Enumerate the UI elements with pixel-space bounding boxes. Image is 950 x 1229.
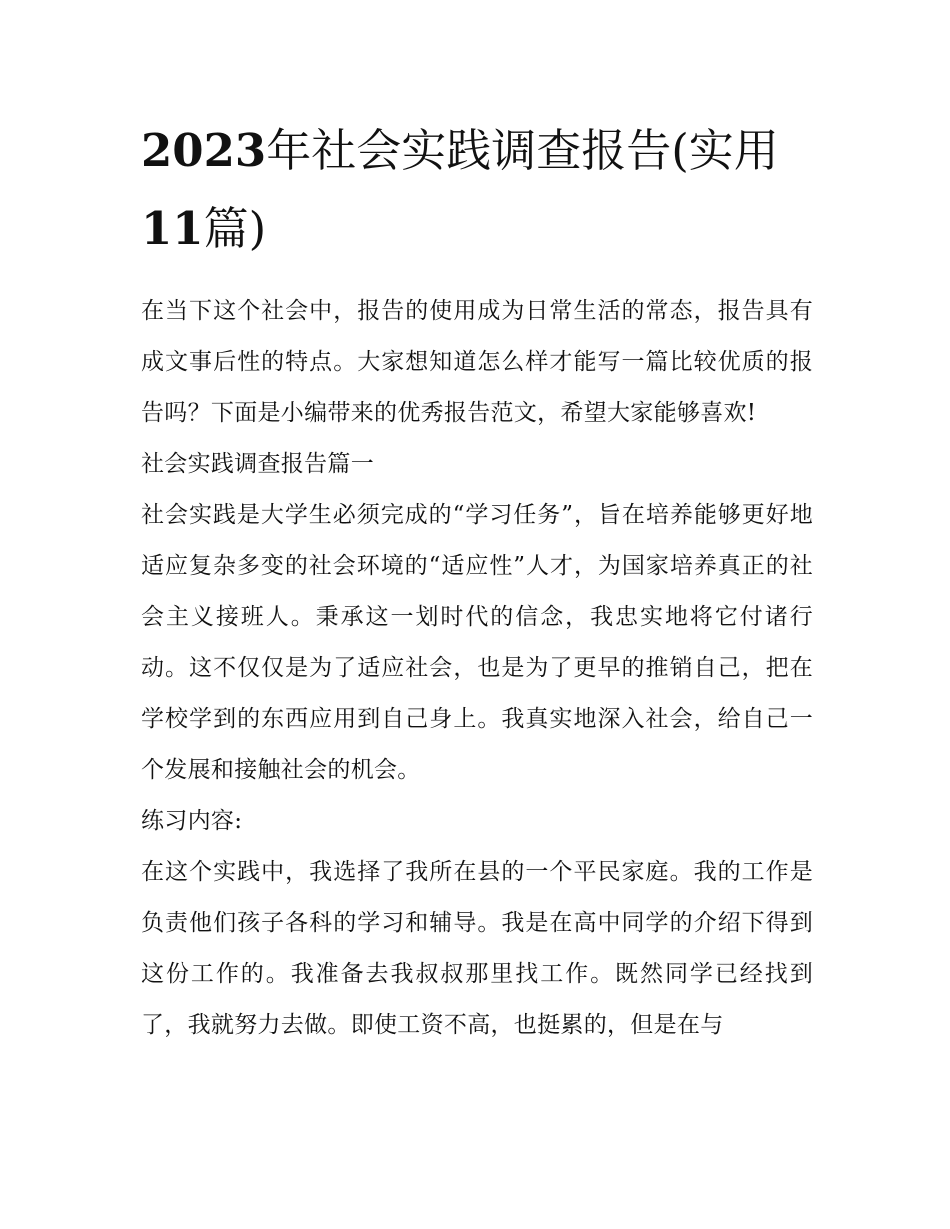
intro-paragraph: 在当下这个社会中，报告的使用成为日常生活的常态，报告具有成文事后性的特点。大家想知道怎么样才能写一篇比较优质的报告吗？下面是小编带来的优秀报告范文，希望大家能够喜欢! (141, 298, 813, 426)
body-paragraph-2: 在这个实践中，我选择了我所在县的一个平民家庭。我的工作是负责他们孩子各科的学习和辅导。我是在高中同学的介绍下得到这份工作的。我准备去我叔叔那里找工作。既然同学已经找到了，我就努力去做。即使工资不高，也挺累的，但是在与 (141, 859, 813, 1038)
body-paragraph-1: 社会实践是大学生必须完成的“学习任务”，旨在培养能够更好地适应复杂多变的社会环境的“适应性”人才，为国家培养真正的社会主义接班人。秉承这一划时代的信念，我忠实地将它付诸行动。这不仅仅是为了适应社会，也是为了更早的推销自己，把在学校学到的东西应用到自己身上。我真实地深入社会，给自己一个发展和接触社会的机会。 (141, 502, 813, 783)
title-count: 11 (141, 202, 204, 255)
title-year: 2023 (141, 124, 267, 177)
section-heading: 社会实践调查报告篇一 (141, 451, 374, 477)
document-page (141, 112, 813, 1051)
title-suffix: 篇) (203, 202, 267, 255)
title-text: 年社会实践调查报告(实用 (266, 124, 779, 177)
document-title (141, 112, 813, 268)
sub-heading: 练习内容: (141, 808, 243, 834)
